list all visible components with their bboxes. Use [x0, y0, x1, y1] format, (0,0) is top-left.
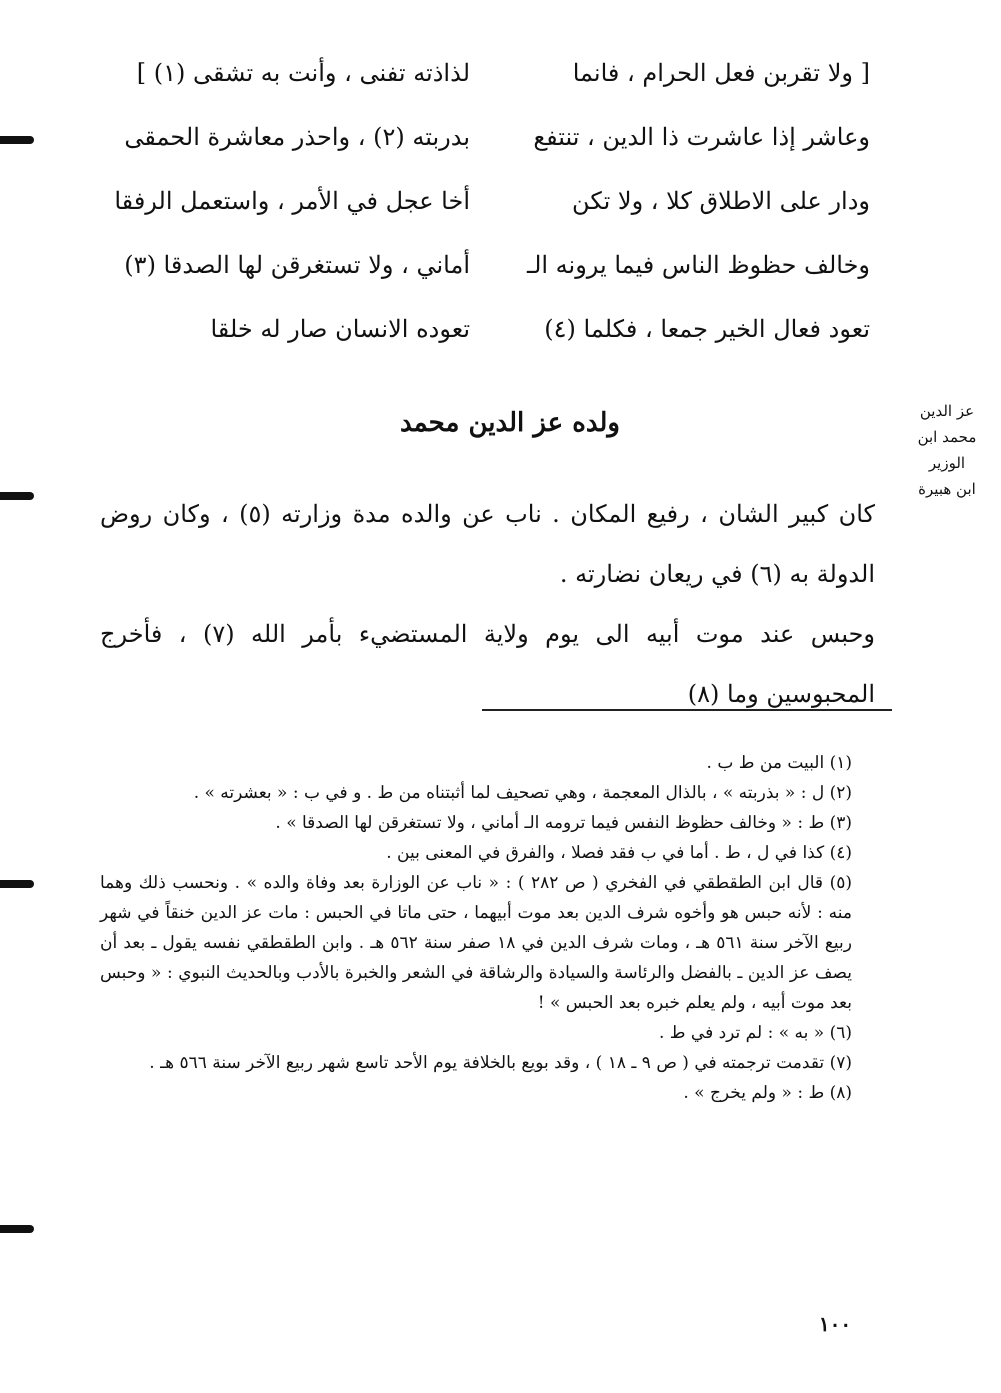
- scan-edge-mark: [0, 136, 34, 144]
- margin-note-line: عز الدين: [919, 402, 975, 420]
- footnotes: [100, 748, 852, 1108]
- verse-second-hemistich: بدربته (٢) ، واحذر معاشرة الحمقى: [124, 123, 470, 151]
- margin-note: [898, 398, 996, 502]
- footnote: (٣) ط : « وخالف حظوظ النفس فيما ترومه الـ أماني ، ولا تستغرقن لها الصدقا » .: [275, 813, 852, 833]
- footnote: (٧) تقدمت ترجمته في ( ص ٩ ـ ١٨ ) ، وقد بويع بالخلافة يوم الأحد تاسع شهر ربيع الآخر سنة ٥٦٦ هـ .: [149, 1053, 852, 1073]
- page-number: ١٠٠: [818, 1312, 852, 1336]
- footnote: (٤) كذا في ل ، ط . أما في ب فقد فصلا ، والفرق في المعنى بين .: [386, 843, 852, 863]
- paragraph: كان كبير الشان ، رفيع المكان . ناب عن والده مدة وزارته (٥) ، وكان روض الدولة به (٦) في ريعان نضارته .: [100, 500, 875, 588]
- verse-line: [100, 48, 870, 112]
- scan-edge-mark: [0, 880, 34, 888]
- footnote: (٥) قال ابن الطقطقي في الفخري ( ص ٢٨٢ ) : « ناب عن الوزارة بعد وفاة والده » . ونحسب ذلك وهما منه : لأنه حبس هو وأخوه شرف الدين بعد موت أبيهما ، حتى ماتا في الحبس : مات عز الدين خنقاً في شهر ربيع الآخر سنة ٥٦١ هـ ، ومات شرف الدين في ١٨ صفر سنة ٥٦٢ هـ . وابن الطقطقي نفسه يقول ـ بعد أن يصف عز الدين ـ بالفضل والرئاسة والسيادة والرشاقة في الشعر والخبرة بالأدب وبالحديث النبوي : « وحبس بعد موت أبيه ، ولم يعلم خبره بعد الحبس » !: [100, 873, 852, 1013]
- footnote: (٢) ل : « بذربته » ، بالذال المعجمة ، وهي تصحيف لما أثبتناه من ط . و في ب : « بعشرته » .: [193, 783, 852, 803]
- section-heading: ولده عز الدين محمد: [400, 408, 620, 438]
- body-text: [100, 484, 875, 724]
- footnote: (٨) ط : « ولم يخرج » .: [683, 1083, 852, 1103]
- verse-second-hemistich: أخا عجل في الأمر ، واستعمل الرفقا: [114, 187, 470, 215]
- scan-edge-mark: [0, 492, 34, 500]
- verse-second-hemistich: أماني ، ولا تستغرقن لها الصدقا (٣): [124, 251, 470, 279]
- verse-first-hemistich: وعاشر إذا عاشرت ذا الدين ، تنتفع: [533, 123, 870, 151]
- verse-second-hemistich: تعوده الانسان صار له خلقا: [210, 315, 470, 343]
- verse-first-hemistich: تعود فعال الخير جمعا ، فكلما (٤): [544, 315, 870, 343]
- footnote: (٦) « به » : لم ترد في ط .: [658, 1023, 852, 1043]
- margin-note-line: محمد ابن الوزير: [917, 428, 977, 472]
- verse-first-hemistich: ودار على الاطلاق كلا ، ولا تكن: [572, 187, 870, 215]
- scan-edge-mark: [0, 1225, 34, 1233]
- poem: [100, 48, 870, 368]
- margin-note-line: ابن هبيرة: [918, 480, 976, 498]
- paragraph: وحبس عند موت أبيه الى يوم ولاية المستضيء بأمر الله (٧) ، فأخرج المحبوسين وما (٨): [100, 620, 875, 708]
- verse-second-hemistich: لذاذته تفنى ، وأنت به تشقى (١) ]: [136, 59, 470, 87]
- verse-first-hemistich: [ ولا تقربن فعل الحرام ، فانما: [572, 59, 870, 87]
- footnote-separator: [482, 709, 892, 711]
- footnote: (١) البيت من ط ب .: [706, 753, 852, 773]
- verse-line: [100, 240, 870, 304]
- verse-line: [100, 304, 870, 368]
- verse-line: [100, 176, 870, 240]
- verse-line: [100, 112, 870, 176]
- verse-first-hemistich: وخالف حظوظ الناس فيما يرونه الـ: [527, 251, 870, 279]
